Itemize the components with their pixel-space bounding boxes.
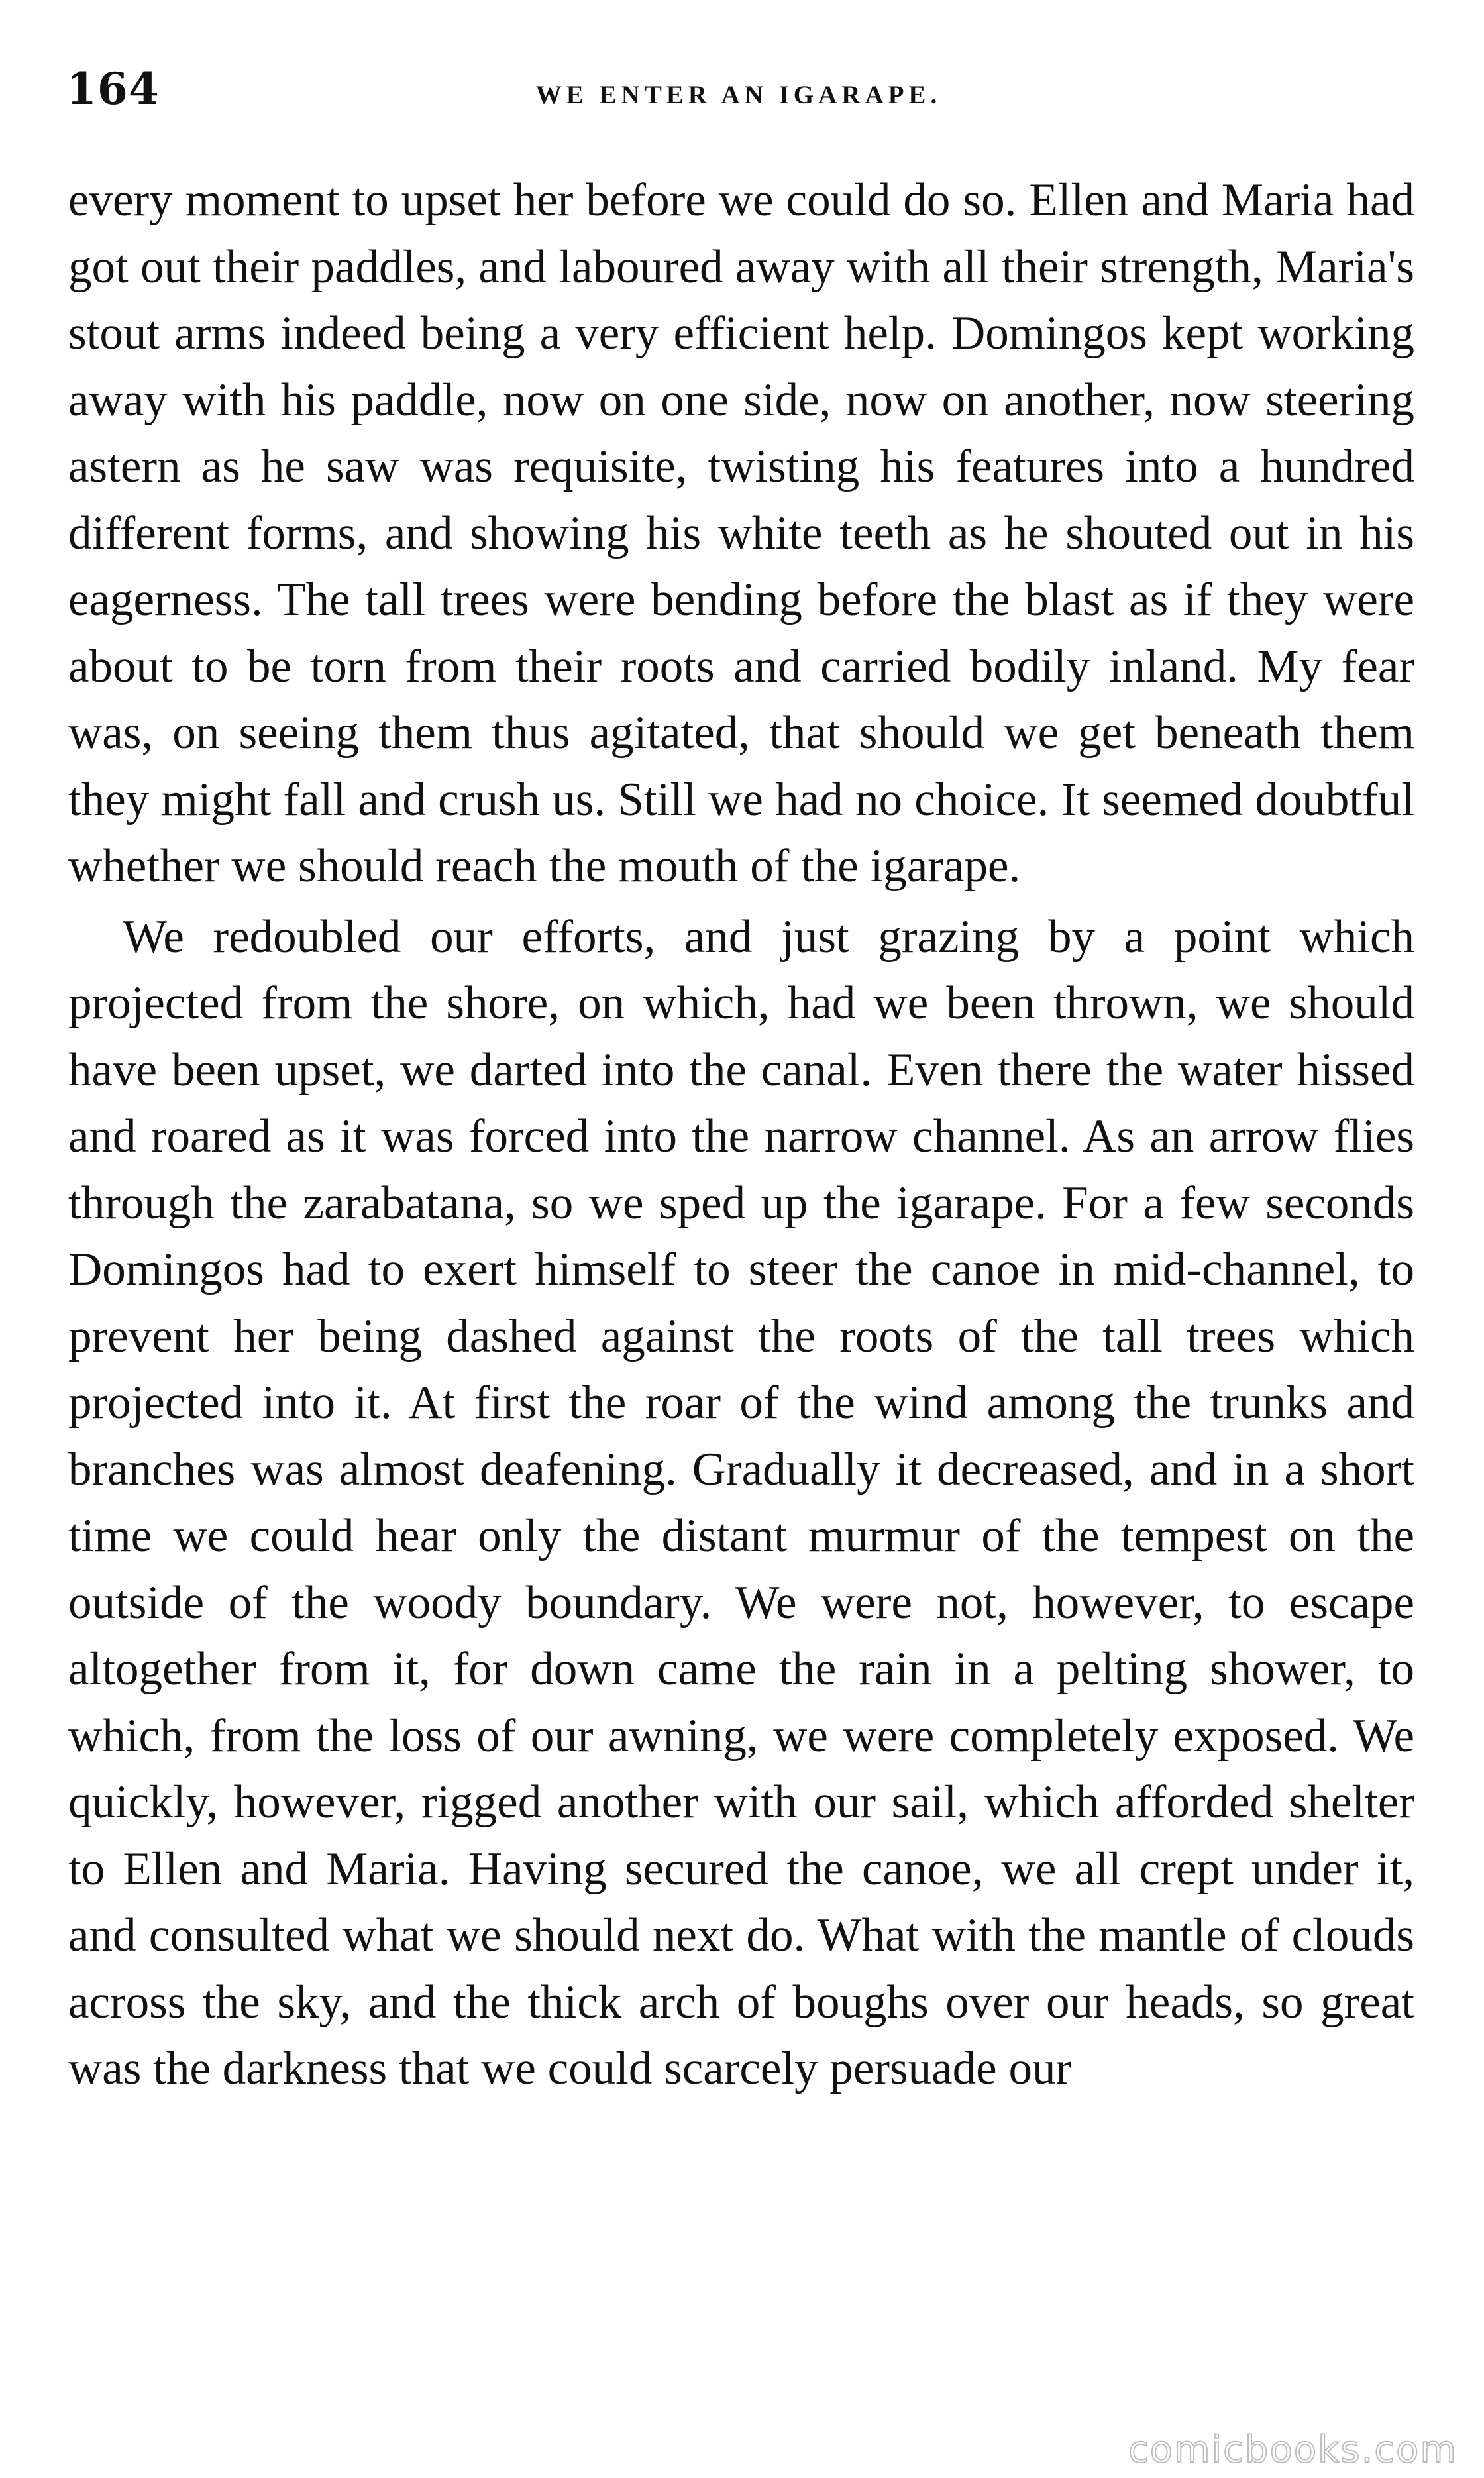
page-number: 164: [66, 63, 160, 115]
watermark: comicbooks.com: [1128, 2428, 1458, 2471]
paragraph-continued: every moment to upset her before we could do so. Ellen and Maria had got out their paddles, and laboured away with all their strength, Maria's stout arms indeed being a very efficient help. Domingos kept working away with his paddle, now on one side, now on another, now steering astern as he saw was requisite, twisting his features into a hundred different forms, and showing his white teeth as he shouted out in his eagerness. The tall trees were bending before the blast as if they were about to be torn from their roots and carried bodily inland. My fear was, on seeing them thus agitated, that should we get beneath them they might fall and crush us. Still we had no choice. It seemed doubtful whether we should reach the mouth of the igarape.: [68, 174, 1414, 892]
running-title: WE ENTER AN IGARAPE.: [535, 81, 942, 109]
page-header: [66, 63, 1411, 123]
body-text: [68, 167, 1414, 2102]
paragraph: We redoubled our efforts, and just grazing by a point which projected from the shore, on which, had we been thrown, we should have been upset, we darted into the canal. Even there the water hissed and roared as it was forced into the narrow channel. As an arrow flies through the zarabatana, so we sped up the igarape. For a few seconds Domingos had to exert himself to steer the canoe in mid-channel, to prevent her being dashed against the roots of the tall trees which projected into it. At first the roar of the wind among the trunks and branches was almost deafening. Gradually it decreased, and in a short time we could hear only the distant murmur of the tempest on the outside of the woody boundary. We were not, however, to escape altogether from it, for down came the rain in a pelting shower, to which, from the loss of our awning, we were completely exposed. We quickly, however, rigged another with our sail, which afforded shelter to Ellen and Maria. Having secured the canoe, we all crept under it, and consulted what we should next do. What with the mantle of clouds across the sky, and the thick arch of boughs over our heads, so great was the darkness that we could scarcely persuade our: [68, 910, 1414, 2094]
